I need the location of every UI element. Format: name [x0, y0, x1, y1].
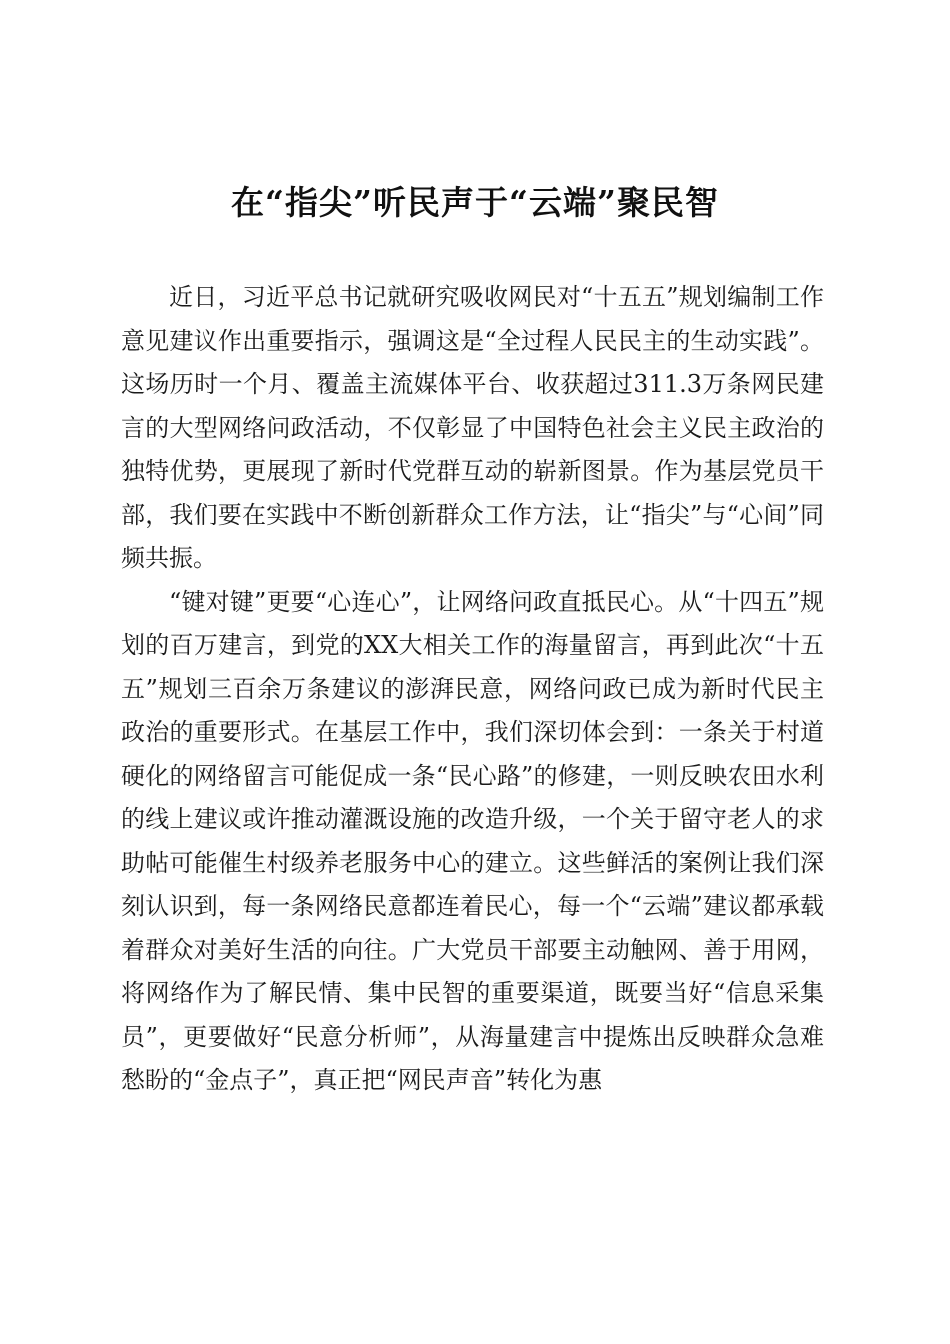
document-body	[121, 276, 824, 1103]
paragraph-2: “键对键”更要“心连心”，让网络问政直抵民心。从“十四五”规划的百万建言，到党的XX大相关工作的海量留言，再到此次“十五五”规划三百余万条建议的澎湃民意，网络问政已成为新时代民主政治的重要形式。在基层工作中，我们深切体会到：一条关于村道硬化的网络留言可能促成一条“民心路”的修建，一则反映农田水利的线上建议或许推动灌溉设施的改造升级，一个关于留守老人的求助帖可能催生村级养老服务中心的建立。这些鲜活的案例让我们深刻认识到，每一条网络民意都连着民心，每一个“云端”建议都承载着群众对美好生活的向往。广大党员干部要主动触网、善于用网，将网络作为了解民情、集中民智的重要渠道，既要当好“信息采集员”，更要做好“民意分析师”，从海量建言中提炼出反映群众急难愁盼的“金点子”，真正把“网民声音”转化为惠	[121, 587, 824, 1094]
document-title: 在“指尖”听民声于“云端”聚民智	[231, 183, 719, 222]
paragraph-1: 近日，习近平总书记就研究吸收网民对“十五五”规划编制工作意见建议作出重要指示，强调这是“全过程人民民主的生动实践”。这场历时一个月、覆盖主流媒体平台、收获超过311.3万条网民建言的大型网络问政活动，不仅彰显了中国特色社会主义民主政治的独特优势，更展现了新时代党群互动的崭新图景。作为基层党员干部，我们要在实践中不断创新群众工作方法，让“指尖”与“心间”同频共振。	[121, 283, 824, 572]
